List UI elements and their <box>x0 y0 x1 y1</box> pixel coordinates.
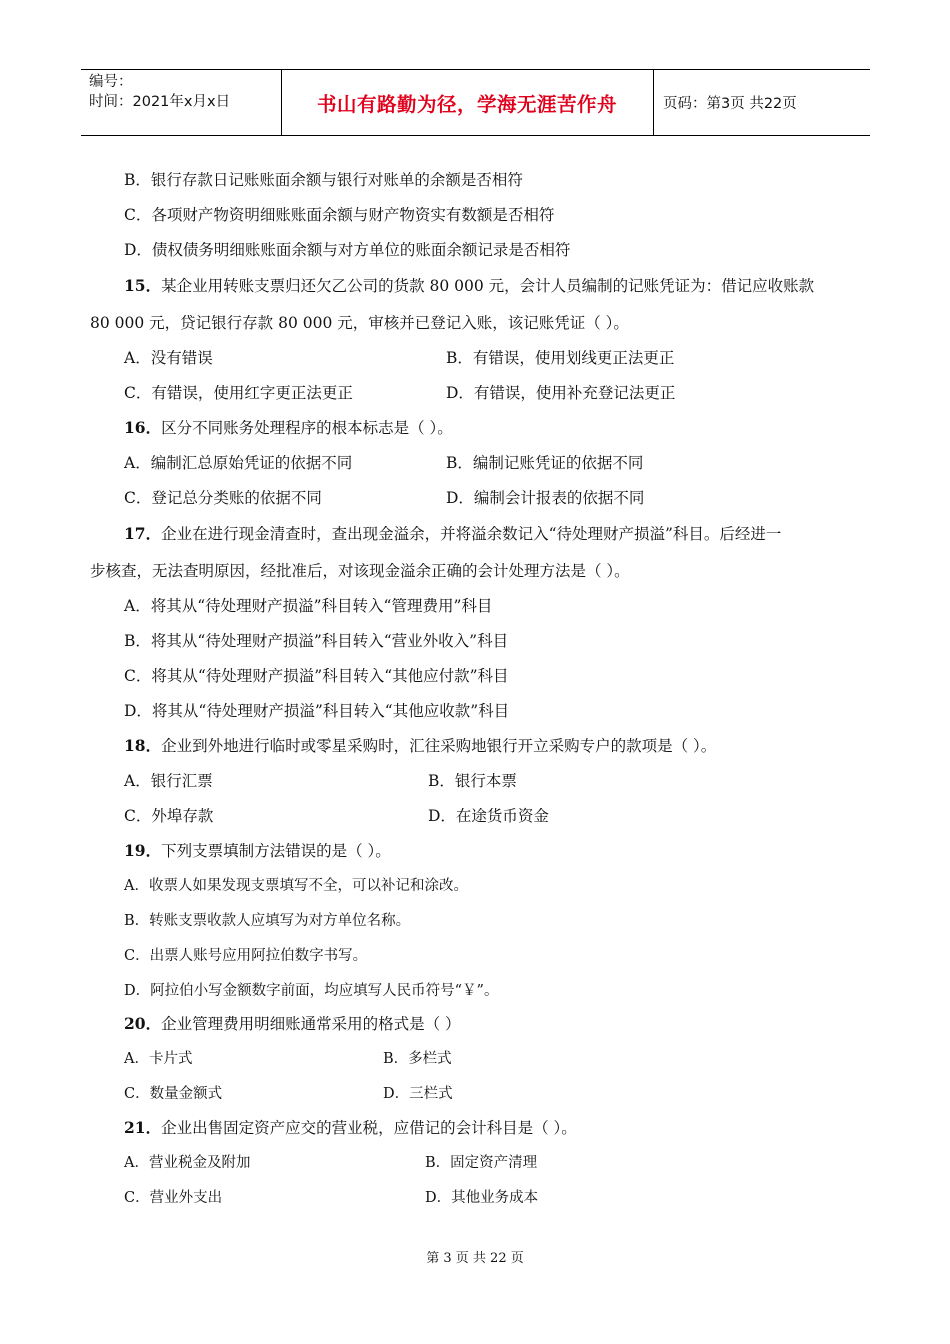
header-page-number: 页码：第3页 共22页 <box>663 96 797 112</box>
option-a: A．将其从“待处理财产损溢”科目转入“管理费用”科目 <box>124 597 493 615</box>
option-line: B．银行存款日记账账面余额与银行对账单的余额是否相符 <box>124 171 523 189</box>
option-c: C．外埠存款 <box>124 807 214 825</box>
question-number: 18． <box>124 736 162 755</box>
option-d: D．将其从“待处理财产损溢”科目转入“其他应收款”科目 <box>124 702 510 720</box>
option-d: D．编制会计报表的依据不同 <box>446 489 645 507</box>
question-number: 16． <box>124 418 162 437</box>
question-number: 20． <box>124 1014 162 1033</box>
option-a: A．银行汇票 <box>124 772 213 790</box>
header-divider <box>653 70 654 135</box>
option-c: C．出票人账号应用阿拉伯数字书写。 <box>124 948 368 964</box>
question-text-cont: 80 000 元，贷记银行存款 80 000 元，审核并已登记入账，该记账凭证（ ）。 <box>90 314 629 332</box>
option-a: A．卡片式 <box>124 1051 193 1067</box>
option-c: C．有错误，使用红字更正法更正 <box>124 384 353 402</box>
question-number: 19． <box>124 841 162 860</box>
option-d: D．其他业务成本 <box>425 1190 539 1206</box>
question-text: 企业在进行现金清查时，查出现金溢余，并将溢余数记入“待处理财产损溢”科目。后经进一 <box>161 525 782 543</box>
question-number: 21． <box>124 1118 162 1137</box>
header-meta <box>89 72 279 112</box>
option-b: B．编制记账凭证的依据不同 <box>446 454 644 472</box>
question-16 <box>124 418 453 438</box>
question-17 <box>124 524 781 544</box>
option-c: C．将其从“待处理财产损溢”科目转入“其他应付款”科目 <box>124 667 509 685</box>
option-a: A．营业税金及附加 <box>124 1155 251 1171</box>
option-b: B．将其从“待处理财产损溢”科目转入“营业外收入”科目 <box>124 632 509 650</box>
option-d: D．在途货币资金 <box>428 807 549 825</box>
option-b: B．银行本票 <box>428 772 517 790</box>
question-text: 区分不同账务处理程序的根本标志是（ ）。 <box>161 419 453 437</box>
option-c: C．数量金额式 <box>124 1086 223 1102</box>
option-b: B．转账支票收款人应填写为对方单位名称。 <box>124 913 411 929</box>
question-text: 下列支票填制方法错误的是（ ）。 <box>161 842 391 860</box>
option-line: C．各项财产物资明细账账面余额与财产物资实有数额是否相符 <box>124 206 555 224</box>
question-number: 17． <box>124 524 162 543</box>
question-number: 15． <box>124 276 162 295</box>
option-a: A．编制汇总原始凭证的依据不同 <box>124 454 353 472</box>
question-text: 企业出售固定资产应交的营业税，应借记的会计科目是（ ）。 <box>161 1119 577 1137</box>
option-c: C．营业外支出 <box>124 1190 223 1206</box>
option-line: D．债权债务明细账账面余额与对方单位的账面余额记录是否相符 <box>124 241 571 259</box>
option-b: B．多栏式 <box>383 1051 452 1067</box>
doc-time-label: 时间：2021年x月x日 <box>89 94 231 110</box>
question-19 <box>124 841 391 861</box>
question-15 <box>124 276 814 296</box>
option-d: D．有错误，使用补充登记法更正 <box>446 384 676 402</box>
doc-code-label: 编号： <box>89 74 133 90</box>
header-motto: 书山有路勤为径，学海无涯苦作舟 <box>316 92 617 116</box>
option-d: D．三栏式 <box>383 1086 453 1102</box>
question-18 <box>124 736 716 756</box>
option-a: A．收票人如果发现支票填写不全，可以补记和涂改。 <box>124 878 468 894</box>
question-text: 企业管理费用明细账通常采用的格式是（ ） <box>161 1015 461 1033</box>
question-text: 某企业用转账支票归还欠乙公司的货款 80 000 元，会计人员编制的记账凭证为：借记应收账款 <box>161 277 815 295</box>
option-c: C．登记总分类账的依据不同 <box>124 489 322 507</box>
page-header <box>81 69 870 136</box>
page-footer: 第 3 页 共 22 页 <box>426 1251 524 1266</box>
question-text: 企业到外地进行临时或零星采购时，汇往采购地银行开立采购专户的款项是（ ）。 <box>161 737 717 755</box>
question-21 <box>124 1118 577 1138</box>
option-d: D．阿拉伯小写金额数字前面，均应填写人民币符号“￥”。 <box>124 983 499 999</box>
option-b: B．有错误，使用划线更正法更正 <box>446 349 675 367</box>
question-20 <box>124 1014 461 1034</box>
question-text-cont: 步核查，无法查明原因，经批准后，对该现金溢余正确的会计处理方法是（ ）。 <box>90 562 630 580</box>
option-a: A．没有错误 <box>124 349 213 367</box>
option-b: B．固定资产清理 <box>425 1155 538 1171</box>
